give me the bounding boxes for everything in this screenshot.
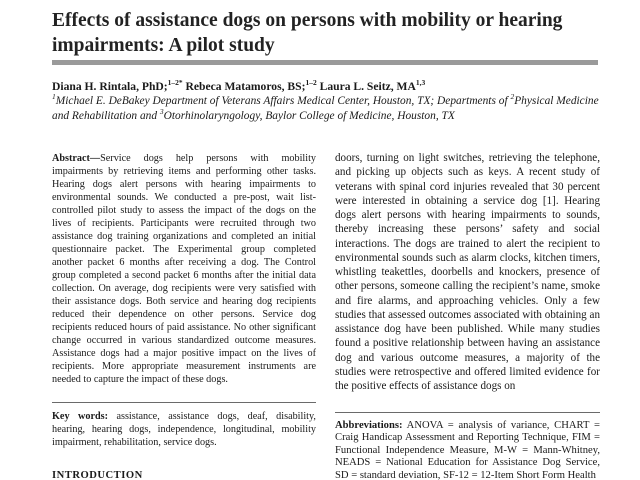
- affil-text-1: Michael E. DeBakey Department of Veterans Affairs Medical Center, Houston, TX; Departments of: [55, 95, 511, 107]
- affiliations: [52, 94, 600, 123]
- article-title: Effects of assistance dogs on persons with mobility or hearing impairments: A pilot study: [52, 10, 563, 56]
- author-3-affil-marker: 1,3: [415, 78, 426, 88]
- affil-text-2: Physical Medicine and Rehabilitation and: [52, 95, 599, 122]
- abstract-text: Service dogs help persons with mobility impairments by retrieving items and performing other tasks. Hearing dogs alert persons with hearing impairments to environmental sounds. We conducted a pre-post, wait list-controlled pilot study to assess the impact of the dogs on the lives of recipients. Participants were recruited through two assistance dog training organizations and completed an initial questionnaire packet. The Experimental group completed another packet 6 months after receiving a dog. The Control group completed a second packet 6 months after the initial data collection. On average, dog recipients were very satisfied with their assistance dogs. Both service and hearing dog recipients reduced their dependence on other persons. Service dog recipients reduced hours of paid assistance. No other significant change occurred in various standardized outcome measures. Assistance dogs had a major positive impact on the lives of recipients. More appropriate measurement instruments are needed to capture the impact of these dogs.: [52, 153, 316, 386]
- author-3: Laura L. Seitz, MA: [316, 80, 416, 93]
- footnote-divider: [335, 412, 600, 413]
- affil-marker-2: 2: [510, 92, 515, 102]
- keywords-text: assistance, assistance dogs, deaf, disability, hearing, hearing dogs, independence, longitudinal, mobility impairment, rehabilitation, service dogs.: [52, 411, 316, 448]
- affil-marker-1: 1: [52, 92, 56, 102]
- section-heading: INTRODUCTION: [52, 470, 143, 480]
- author-2: Rebeca Matamoros, BS;: [182, 80, 306, 93]
- author-1: Diana H. Rintala, PhD;: [52, 80, 168, 93]
- title-rule: [52, 60, 598, 65]
- abstract: [52, 152, 316, 386]
- abbreviations-footnote: [335, 420, 600, 480]
- author-list: [52, 80, 612, 94]
- affil-marker-3: 3: [159, 106, 164, 116]
- body-text-right: doors, turning on light switches, retrieving the telephone, and picking up objects such as keys. A recent study of veterans with spinal cord injuries revealed that 30 percent were interested in obtaining a service dog [1]. Hearing dogs alert persons with hearing impairments to sounds, thereby increasing these persons’ safety and social interactions. The dogs are trained to alert the recipient to environmental sounds such as alarm clocks, kitchen timers, whistling teakettles, doorbells and knockers, presence of other persons, someone calling the recipient’s name, smoke and fire alarms, and approaching vehicles. Only a few studies that assessed outcomes associated with obtaining an assistance dog have been published. While many studies found a positive relationship between having an assistance dog and various outcome measures, a majority of the studies were retrospective and offered limited evidence for the positive effects of assistance dogs on: [335, 152, 600, 392]
- author-2-affil-marker: 1–2: [305, 78, 317, 88]
- author-1-affil-marker: 1–2*: [167, 78, 183, 88]
- keywords-divider: [52, 402, 316, 403]
- keywords-label: Key words:: [52, 411, 108, 422]
- abbreviations-label: Abbreviations:: [335, 420, 403, 431]
- keywords: [52, 410, 316, 449]
- affil-text-3: Otorhinolaryngology, Baylor College of Medicine, Houston, TX: [163, 109, 455, 122]
- abstract-label: Abstract—: [52, 153, 101, 164]
- abbreviations-text: ANOVA = analysis of variance, CHART = Craig Handicap Assessment and Reporting Technique, FIM = Functional Independence Measure, M-W = Mann-Whitney, NEADS = National Education for Assistance Dog Service, SD = standard deviation, SF-12 = 12-Item Short Form Health: [335, 420, 600, 480]
